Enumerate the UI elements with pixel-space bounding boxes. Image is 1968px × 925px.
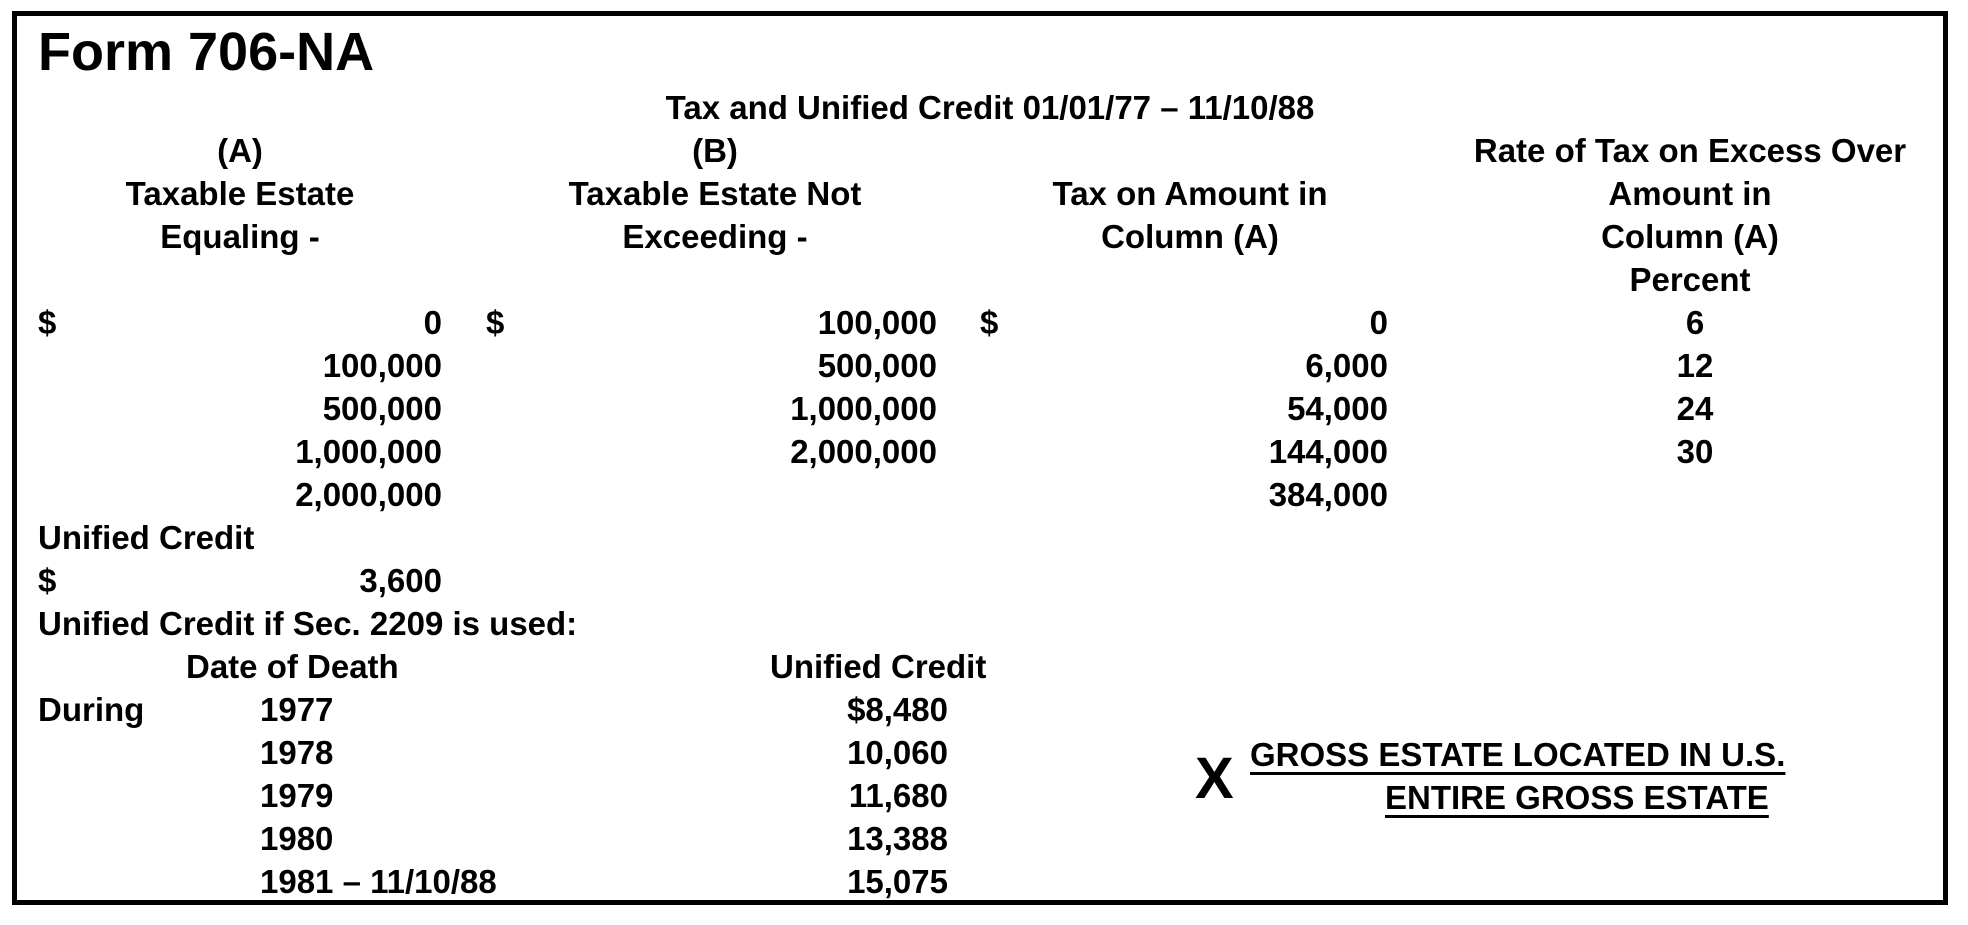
sec2209-label: Unified Credit if Sec. 2209 is used: xyxy=(38,605,578,642)
credit-amount: 15,075 xyxy=(847,863,948,900)
column-b-letter: (B) xyxy=(692,132,738,169)
unified-credit-header: Unified Credit xyxy=(770,648,987,685)
column-d-line3: Column (A) xyxy=(1601,218,1779,255)
cell-a: 0 xyxy=(423,304,442,341)
date-of-death-header: Date of Death xyxy=(186,648,399,685)
death-year: 1979 xyxy=(260,777,334,814)
cell-b: 2,000,000 xyxy=(790,433,937,470)
cell-c: 144,000 xyxy=(1268,433,1388,470)
dollar-sign-b: $ xyxy=(486,304,505,341)
column-d-line2: Amount in xyxy=(1608,175,1772,212)
cell-b: 500,000 xyxy=(817,347,937,384)
cell-c: 6,000 xyxy=(1305,347,1388,384)
cell-d: 12 xyxy=(1676,347,1714,384)
during-label: During xyxy=(38,691,145,728)
credit-amount: $8,480 xyxy=(847,691,948,728)
column-a-line2: Equaling - xyxy=(160,218,320,255)
cell-c: 0 xyxy=(1369,304,1388,341)
cell-c: 384,000 xyxy=(1268,476,1388,513)
dollar-sign-a: $ xyxy=(38,304,57,341)
column-b-line2: Exceeding - xyxy=(622,218,808,255)
cell-d: 24 xyxy=(1676,390,1714,427)
cell-a: 100,000 xyxy=(322,347,442,384)
death-year: 1980 xyxy=(260,820,334,857)
cell-c: 54,000 xyxy=(1287,390,1388,427)
column-a-line1: Taxable Estate xyxy=(125,175,355,212)
dollar-sign-c: $ xyxy=(980,304,999,341)
form-title: Form 706-NA xyxy=(38,22,375,82)
death-year: 1978 xyxy=(260,734,334,771)
cell-d: 30 xyxy=(1676,433,1714,470)
death-year: 1977 xyxy=(260,691,334,728)
death-year: 1981 – 11/10/88 xyxy=(260,863,497,900)
table-title: Tax and Unified Credit 01/01/77 – 11/10/88 xyxy=(665,89,1315,126)
cell-a: 2,000,000 xyxy=(295,476,442,513)
unified-credit-label: Unified Credit xyxy=(38,519,255,556)
cell-a: 500,000 xyxy=(322,390,442,427)
unified-credit-dollar: $ xyxy=(38,562,57,599)
cell-b: 100,000 xyxy=(817,304,937,341)
credit-amount: 13,388 xyxy=(847,820,948,857)
multiplier-x: X xyxy=(1195,746,1234,811)
fraction-numerator: GROSS ESTATE LOCATED IN U.S. xyxy=(1250,736,1786,773)
column-a-letter: (A) xyxy=(217,132,263,169)
credit-amount: 10,060 xyxy=(847,734,948,771)
cell-d: 6 xyxy=(1685,304,1705,341)
cell-b: 1,000,000 xyxy=(790,390,937,427)
column-c-line1: Tax on Amount in xyxy=(1052,175,1328,212)
credit-amount: 11,680 xyxy=(848,777,948,814)
column-c-line2: Column (A) xyxy=(1101,218,1279,255)
column-d-line4: Percent xyxy=(1629,261,1751,298)
cell-a: 1,000,000 xyxy=(295,433,442,470)
fraction-denominator: ENTIRE GROSS ESTATE xyxy=(1385,779,1769,816)
unified-credit-value: 3,600 xyxy=(359,562,442,599)
column-d-line1: Rate of Tax on Excess Over xyxy=(1473,132,1907,169)
column-b-line1: Taxable Estate Not xyxy=(568,175,862,212)
